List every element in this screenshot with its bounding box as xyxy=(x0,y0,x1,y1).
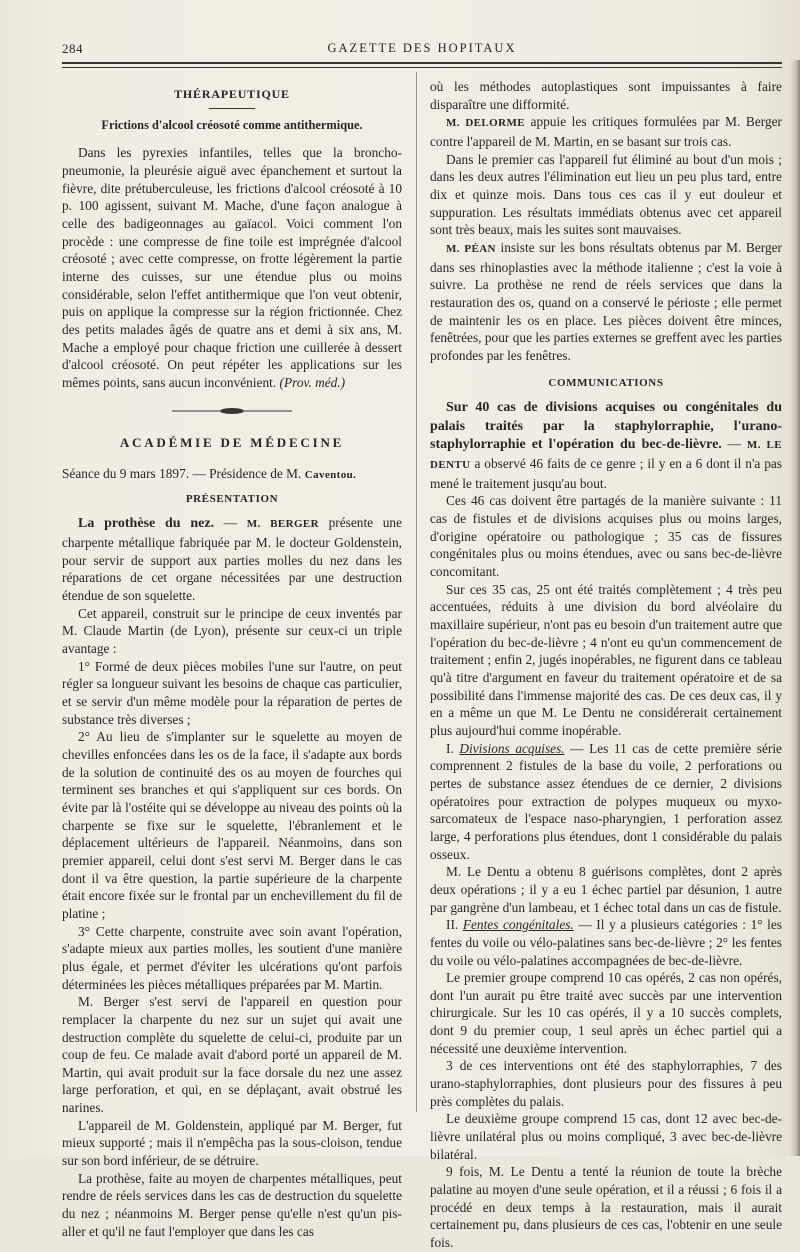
journal-title: GAZETTE DES HOPITAUX xyxy=(327,41,517,55)
divisions-paragraph xyxy=(430,740,782,864)
groupe2-paragraph: Le deuxième groupe comprend 15 cas, dont 12 avec bec-de-lièvre unilatéral plus ou moins compliqué, 3 avec bec-de-lièvre bilatéral. xyxy=(430,1111,782,1162)
delorme-paragraph xyxy=(430,113,782,150)
prothese-lead: La prothèse du nez. xyxy=(78,516,215,532)
sur40-dash: — xyxy=(721,436,747,452)
right-column xyxy=(430,78,782,1252)
ces46-paragraph: Ces 46 cas doivent être partagés de la manière suivante : 11 cas de fistules et de divisions acquises plus ou moins larges, d'origine opératoire ou pathologique ; 35 cas de fissures congénitales plus ou moins étendues, avec ou sans bec-de-lièvre concomitant. xyxy=(430,493,782,580)
9fois-paragraph: 9 fois, M. Le Dentu a tenté la réunion de toute la brèche palatine au moyen d'une seule opération, et il a réussi ; 6 fois il a procédé en deux temps à la restauration, mais il aurait certainement pu, dans plusieurs de ces cas, l'obtenir en une seule fois. xyxy=(430,1164,782,1250)
header-rule-thick xyxy=(62,62,782,64)
fentes-text: — Il y a plusieurs catégories : 1° les fentes du voile ou vélo-palatines sans bec-de-lièvre ; 2° les fentes du voile ou vélo-palatines accompagnées de bec-de-lièvre. xyxy=(430,917,783,968)
prothese-author: M. BERGER xyxy=(246,518,319,531)
prothese-dash: — xyxy=(214,515,247,531)
left-column xyxy=(62,86,402,1240)
sur40-lead: Sur 40 cas de divisions acquises ou congénitales du palais traités par la staphylorraphie, l'urano-staphylorraphie et l'opération du bec-de-lièvre. xyxy=(430,400,782,453)
item2-paragraph: 2° Au lieu de s'implanter sur le squelette au moyen de chevilles enfoncées dans les os de la face, il s'adapte aux bords de la solution de continuité des os au moyen de fourches qui terminent ses branches et qui s'appliquent sur ces bords. On évite par là l'ostéite qui se développe au niveau des points où la charpente se fixe sur le squelette, l'ébranlement et le déplacement ultérieurs de l'appareil. Néanmoins, dans son premier appareil, celui dont s'est servi M. Berger dans le cas dont il va être question, la partie supérieure de la charpente était encore fixée sur le frontal par un enchevillement du fil de platine ; xyxy=(62,729,402,921)
appareil-paragraph: Cet appareil, construit sur le principe de ceux inventés par M. Claude Martin (de Lyon), présente sur ceux-ci un triple avantage : xyxy=(62,605,402,657)
column-separator xyxy=(416,72,417,1112)
seance-text: Séance du 9 mars 1897. — Présidence de M. xyxy=(62,466,302,482)
fentes-paragraph xyxy=(430,916,782,969)
section-heading-therapeutique: THÉRAPEUTIQUE xyxy=(174,87,290,101)
prothese-text: présente une charpente métallique fabriquée par M. le docteur Goldenstein, pour servir de support aux parties molles du nez dans les réparations de cet organe nécessitées par une destruction étendue de son squelette. xyxy=(62,515,402,604)
ornament-icon xyxy=(172,406,292,416)
divisions-text: — Les 11 cas de cette première série comprennent 2 fistules de la base du voile, 2 perforations ou pertes de substance assez étendues de ce dernier, 2 divisions opératoires pour extraction de polypes muqueux ou myxo-sarcomateux de l'espace naso-pharyngien, 1 perforation assez large, 4 perforations plus étendues, dont 1 considérable du palais osseux. xyxy=(430,740,782,862)
premier-paragraph: Dans le premier cas l'appareil fut éliminé au bout d'un mois ; dans les deux autres l'élimination eut lieu un peu plus tard, entre dix et quinze mois. Dans tous ces cas il y eut douleur et suppuration. Les résultats immédiats obtenus avec cet appareil sont très beaux, mais les suites sont mauvaises. xyxy=(430,151,782,238)
groupe1-paragraph: Le premier groupe comprend 10 cas opérés, 2 cas non opérés, dont l'un aurait pu être traité avec succès par une intervention chirurgicale. Sur les 10 cas opérés, il y a 10 succès complets, dont 9 du premier coup, 1 seul après un échec partiel qui a nécessité une deuxième intervention. xyxy=(430,970,782,1056)
header-rule-thin xyxy=(62,67,782,68)
fentes-num: II. xyxy=(446,917,459,933)
fentes-label: Fentes congénitales. xyxy=(462,917,574,933)
divisions-label: Divisions acquises. xyxy=(459,740,565,756)
subheading-presentation: PRÉSENTATION xyxy=(185,492,279,505)
3cas-paragraph: 3 de ces interventions ont été des staphylorraphies, 7 des urano-staphylorraphies, dont plusieurs pour des fissures à peu près complètes du palais. xyxy=(430,1058,782,1109)
ornament-divider xyxy=(62,404,402,418)
item1-paragraph: 1° Formé de deux pièces mobiles l'une sur l'autre, on peut régler sa longueur suivant les besoins de chaque cas particulier, et se servir d'un même modèle pour la réparation de pertes de substance très diverses ; xyxy=(62,658,402,727)
sur40-author: M. LE DENTU xyxy=(430,439,782,472)
pean-paragraph xyxy=(430,239,782,365)
item3-paragraph: 3° Cette charpente, construite avec soin avant l'opération, s'adapte mieux aux parties molles, les soutient d'une manière plus égale, et permet d'éviter les ulcérations qu'ont parfois déterminées les pièces métalliques préparées par M. Martin. xyxy=(62,923,402,992)
delorme-text: appuie les critiques formulées par M. Berger contre l'appareil de M. Martin, en se basant sur trois cas. xyxy=(430,114,782,149)
ledentu8-paragraph: M. Le Dentu a obtenu 8 guérisons complètes, dont 2 après deux opérations ; il y a eu 1 échec partiel par désunion, 1 autre par gangrène d'un lambeau, et 1 échec total dans un cas de fistule. xyxy=(430,864,782,915)
section-heading-academie: ACADÉMIE DE MÉDECINE xyxy=(119,434,345,450)
divisions-num: I. xyxy=(446,740,454,756)
frictions-source: (Prov. méd.) xyxy=(279,374,346,390)
sur40-text: a observé 46 faits de ce genre ; il y en a 6 dont il n'a pas mené le traitement jusqu'au bout. xyxy=(430,456,782,491)
seance-line xyxy=(62,465,402,485)
seance-president: Caventou. xyxy=(304,469,357,482)
prothese-paragraph xyxy=(62,514,402,604)
page-header xyxy=(62,37,782,57)
pean-text: insiste sur les bons résultats obtenus par M. Berger dans ses rhinoplasties avec la méthode italienne ; c'est la voie à suivre. La prothèse ne rend de réels services que dans la restauration des os, quand on a conservé le périoste ; elle permet de maintenir les os en place. Les pièces doivent être minces, fenêtrées, pour que les parties externes se greffent avec les parties profondes par les fenêtres. xyxy=(430,239,782,363)
pean-author: M. PÉAN xyxy=(446,242,496,255)
short-rule xyxy=(209,108,255,109)
sur40-paragraph xyxy=(430,398,782,492)
sur35-paragraph: Sur ces 35 cas, 25 ont été traités complètement ; 4 très peu accentuées, réduits à une division du bord alvéolaire du maxillaire supérieur, n'ont pas eu besoin d'un traitement autre que l'opération du bec-de-lièvre ; 4 n'ont eu qu'un commencement de traitement ; enfin 2, jugés inopérables, ne figurent dans ce tableau qu'à titre d'argument en faveur du traitement opératoire et de sa possibilité dans l'immense majorité des cas. De ces deux cas, il y en a même un que M. Le Dentu ne considérerait certainement plus aujourd'hui comme inopérable. xyxy=(430,581,782,738)
article-body-frictions xyxy=(62,144,402,391)
goldenstein-paragraph: L'appareil de M. Goldenstein, appliqué par M. Berger, fut mieux supporté ; mais il n'empêcha pas la sous-cloison, tendue sur son bord inférieur, de se détruire. xyxy=(62,1117,402,1169)
subheading-communications: COMMUNICATIONS xyxy=(548,376,664,389)
frictions-text: Dans les pyrexies infantiles, telles que la broncho-pneumonie, la pleurésie aiguë avec épanchement et surtout la fièvre, dite prétuberculeuse, les frictions d'alcool créosoté à 10 p. 100 agissent, suivant M. Mache, d'une façon analogue à celle des badigeonnages au gaïacol. Voici comment l'on procède : une compresse de fine toile est imprégnée d'alcool créosoté ; avec cette compresse, on frotte légèrement la partie interne des cuisses, sur une étendue plus ou moins considérable, selon l'effet antithermique que l'on veut obtenir, puis on applique la compresse sur la région frictionnée. Chez des petits malades âgés de quatre ans et demi à six ans, M. Mache a employé pour chaque friction une cuillerée à dessert d'alcool créosoté. On peut répéter les applications sur les mêmes points, sans aucun inconvénient. xyxy=(62,145,402,390)
prothese2-paragraph: La prothèse, faite au moyen de charpentes métalliques, peut rendre de réels services dans les cas de destruction du squelette du nez ; néanmoins M. Berger pense qu'elle n'est qu'un pis-aller et qu'il ne faut l'employer que dans les cas xyxy=(62,1170,402,1239)
article-title-frictions: Frictions d'alcool créosoté comme antithermique. xyxy=(101,117,363,132)
delorme-author: M. DELORME xyxy=(446,117,525,130)
continuation-paragraph: où les méthodes autoplastiques sont impuissantes à faire disparaître une difformité. xyxy=(430,79,782,112)
berger-paragraph: M. Berger s'est servi de l'appareil en question pour remplacer la charpente du nez sur un sujet qui avait une destruction complète du squelette de celui-ci, produite par un coup de feu. Ce malade avait d'abord porté un appareil de M. Martin, qui avait produit sur la face dorsale du nez une assez large perforation, et qui, en se déplaçant, avait obstrué les narines. xyxy=(62,994,402,1116)
page-number: 284 xyxy=(62,41,83,56)
binding-shadow xyxy=(790,60,800,1156)
